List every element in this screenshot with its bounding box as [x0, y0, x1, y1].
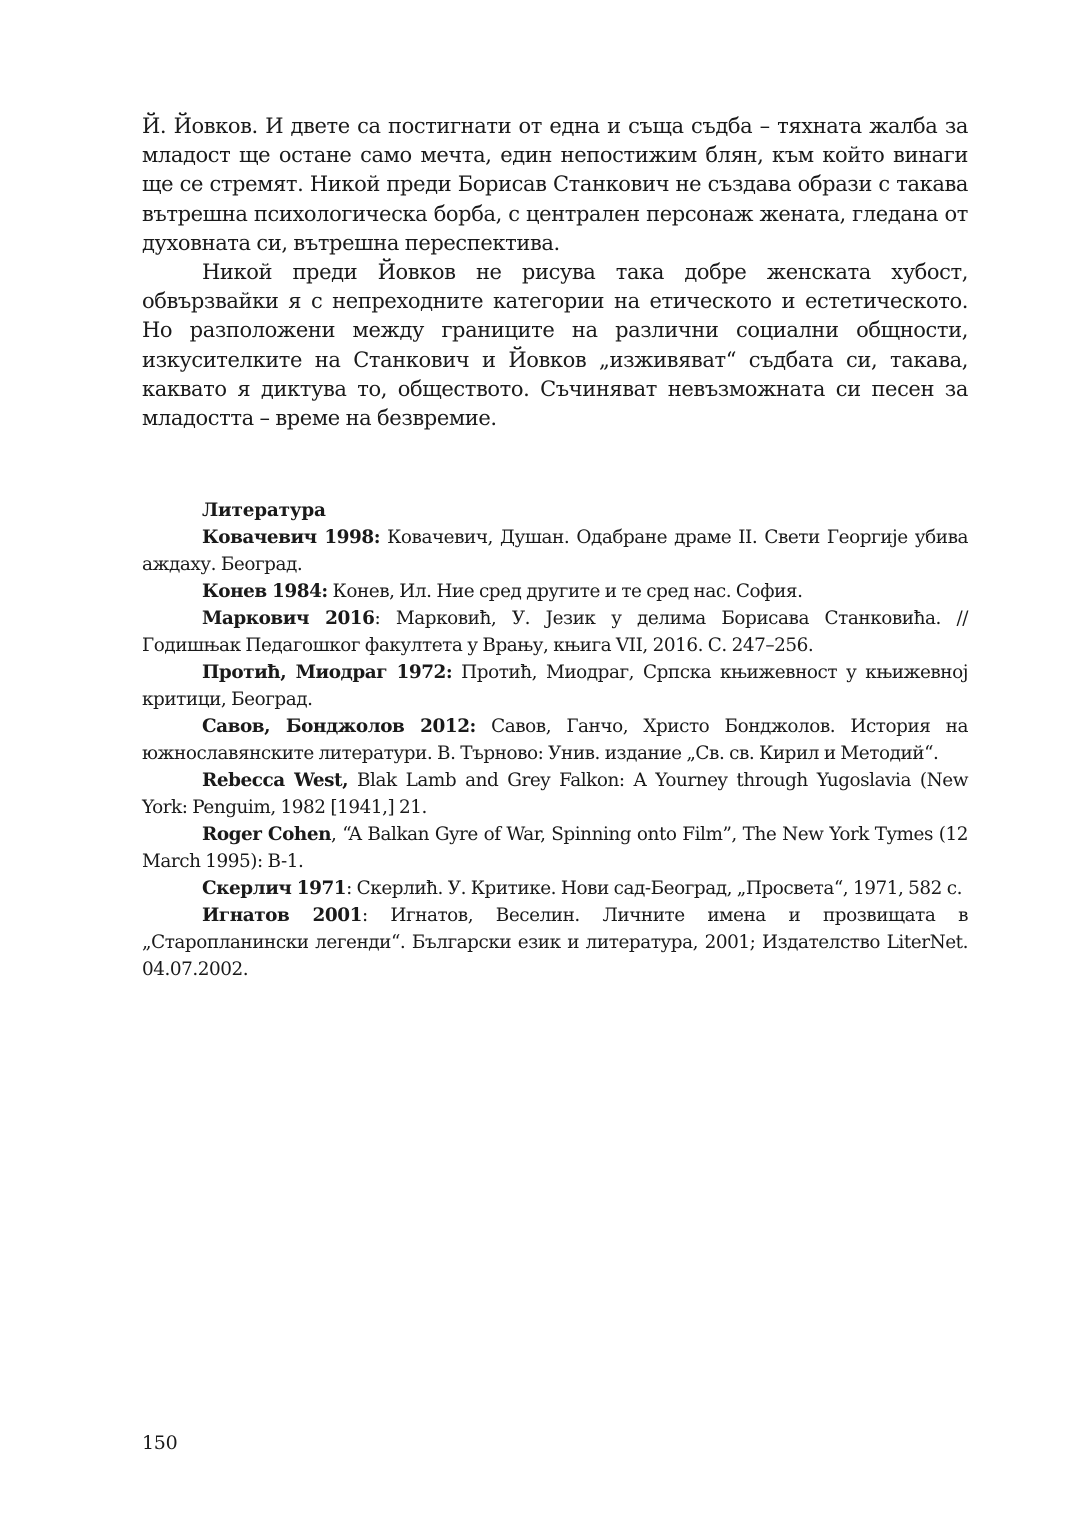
reference-entry	[142, 578, 968, 605]
reference-entry	[142, 713, 968, 767]
body-paragraph: Й. Йовков. И двете са постигнати от една и съща съдба – тяхната жалба за младост ще остане само мечта, един непостижим блян, към който винаги ще се стремят. Никой преди Борисав Станкович не създава образи с такава вътрешна психологическа борба, с централен персонаж жената, гледана от духовната си, вътрешна переспектива.	[142, 114, 968, 255]
reference-key: Протиħ, Миодраг 1972:	[202, 662, 453, 684]
reference-entry	[142, 767, 968, 821]
reference-entry	[142, 875, 968, 902]
reference-text: Blak Lamb and Grey Falkon: A Yourney through Yugoslavia (New York: Penguim, 1982 [1941,] 21.	[142, 770, 968, 819]
reference-text: Савов, Ганчо, Христо Бонджолов. История на южнославянските литератури. В. Търново: Унив. издание „Св. св. Кирил и Методий“.	[142, 716, 968, 765]
body-text	[142, 112, 968, 433]
reference-entry	[142, 902, 968, 983]
reference-text: : Игнатов, Веселин. Личните имена и прозвищата в „Старопланински легенди“. Български език и литература, 2001; Издателство LiterNet. 04.07.2002.	[142, 905, 968, 981]
reference-entry	[142, 605, 968, 659]
references-heading: Литература	[202, 500, 326, 522]
references-section	[142, 497, 968, 983]
reference-key: Конев 1984:	[202, 581, 328, 603]
reference-text: Протиħ, Миодраг, Српска књижевност у књижевној критици, Београд.	[142, 662, 968, 711]
reference-entry	[142, 524, 968, 578]
reference-key: Савов, Бонджолов 2012:	[202, 716, 476, 738]
reference-text: , “A Balkan Gyre of War, Spinning onto Film”, The New York Tymes (12 March 1995): B-1.	[142, 824, 968, 873]
reference-key: Ковачевич 1998:	[202, 527, 381, 549]
reference-key: Игнатов 2001	[202, 905, 362, 927]
reference-entry	[142, 821, 968, 875]
body-paragraph: Никой преди Йовков не рисува така добре женската хубост, обвързвайки я с непреходните категории на етическото и естетическото. Но разположени между границите на различни социални общности, изкусителките на Станкович и Йовков „изживяват“ съдбата си, такава, каквато я диктува то, обществото. Съчиняват невъзможната си песен за младостта – време на безвремие.	[142, 260, 968, 431]
reference-key: Roger Cohen	[202, 824, 332, 846]
page-number: 150	[142, 1432, 178, 1454]
reference-text: : Марковиħ, У. Језик у делима Борисава Станковиħа. // Годишњак Педагошког факултета у Врању, књига VII, 2016. С. 247–256.	[142, 608, 968, 657]
reference-text: : Скерлиħ. У. Критике. Нови сад-Београд, „Просвета“, 1971, 582 с.	[346, 878, 962, 900]
reference-text: Конев, Ил. Ние сред другите и те сред нас. София.	[327, 581, 803, 603]
reference-text: Ковачевич, Душан. Одабране драме II. Свети Георгије убива аждаху. Београд.	[142, 527, 968, 576]
reference-key: Скерлич 1971	[202, 878, 347, 900]
page-content	[142, 112, 968, 983]
reference-key: Маркович 2016	[202, 608, 375, 630]
reference-entry	[142, 659, 968, 713]
reference-key: Rebecca West,	[202, 770, 349, 792]
